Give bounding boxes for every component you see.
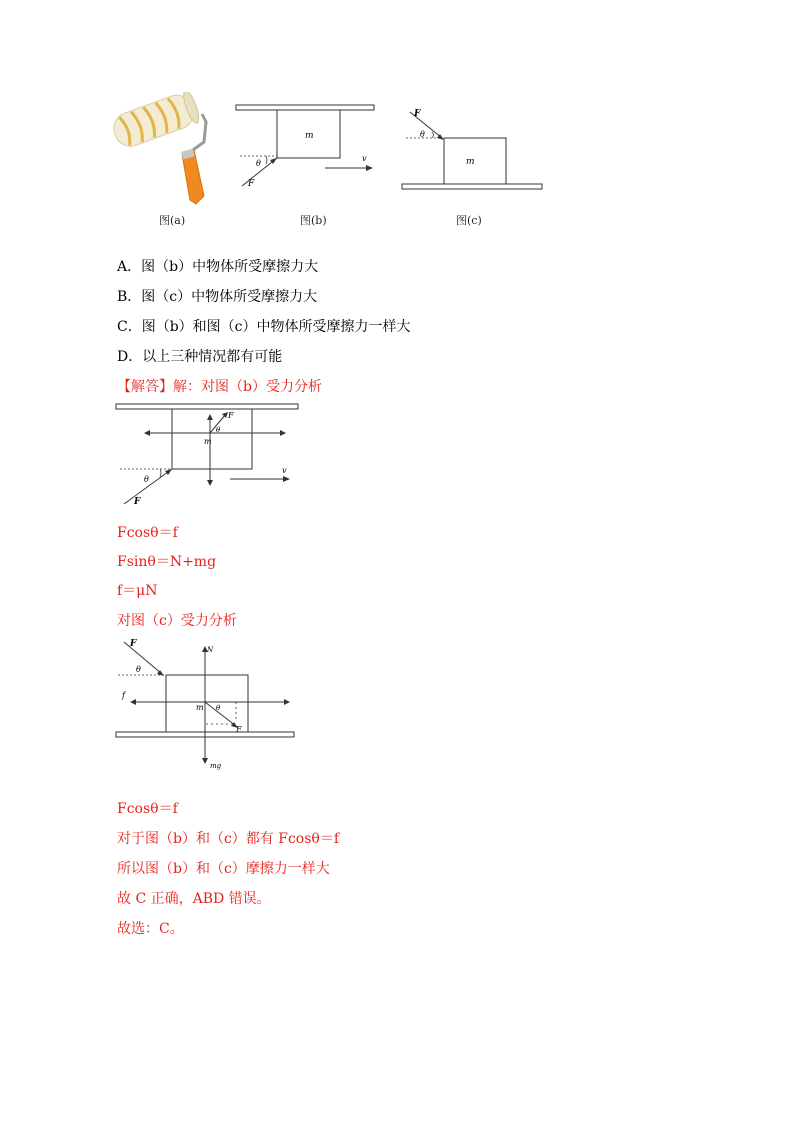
force-label: F	[414, 109, 421, 119]
force-label: F	[228, 411, 234, 420]
answer-intro: 解：对图（b）受力分析	[173, 379, 322, 395]
theta-label: θ	[136, 665, 141, 674]
conclusion-1: 对于图（b）和（c）都有 Fcosθ＝f	[117, 831, 340, 847]
figure-c-analysis-intro: 对图（c）受力分析	[117, 613, 237, 629]
friction-label: f	[122, 691, 125, 700]
equation-1: Fcosθ＝f	[117, 525, 178, 541]
answer-heading	[117, 376, 322, 396]
force-diagram-b	[112, 400, 302, 510]
equation-3: f＝μN	[117, 583, 158, 599]
figure-a-caption: 图(a)	[159, 214, 186, 227]
force-label: F	[236, 725, 242, 734]
force-label: F	[130, 639, 137, 649]
final-answer: 故选：C。	[117, 921, 184, 937]
option-b: B．图（c）中物体所受摩擦力大	[117, 289, 318, 305]
option-d: D．以上三种情况都有可能	[117, 349, 283, 365]
theta-label: θ	[216, 704, 221, 712]
velocity-label: v	[362, 154, 367, 163]
mass-label: m	[196, 703, 204, 712]
conclusion-3: 故 C 正确，ABD 错误。	[117, 891, 271, 907]
figure-c-caption: 图(c)	[456, 214, 482, 227]
equation-4: Fcosθ＝f	[117, 801, 178, 817]
force-diagram-c	[112, 634, 302, 772]
force-label: F	[248, 179, 255, 189]
mass-label: m	[305, 131, 314, 141]
equation-2: Fsinθ＝N+mg	[117, 554, 217, 570]
mass-label: m	[204, 437, 212, 446]
option-c: C．图（b）和图（c）中物体所受摩擦力一样大	[117, 319, 411, 335]
theta-label: θ	[144, 475, 149, 484]
velocity-label: v	[282, 466, 287, 475]
theta-label: θ	[256, 159, 261, 168]
figure-b-diagram	[230, 100, 380, 195]
theta-label: θ	[216, 426, 221, 434]
figure-c-diagram	[398, 104, 546, 192]
answer-tag: 【解答】	[117, 379, 173, 395]
theta-label: θ	[420, 130, 425, 139]
conclusion-2: 所以图（b）和（c）摩擦力一样大	[117, 861, 330, 877]
mass-label: m	[466, 157, 475, 167]
option-a: A．图（b）中物体所受摩擦力大	[117, 259, 319, 275]
force-label: F	[134, 497, 141, 507]
paint-roller-image	[108, 92, 228, 210]
gravity-label: mg	[210, 762, 222, 770]
normal-force-label: N	[207, 646, 214, 654]
figure-b-caption: 图(b)	[300, 214, 327, 227]
